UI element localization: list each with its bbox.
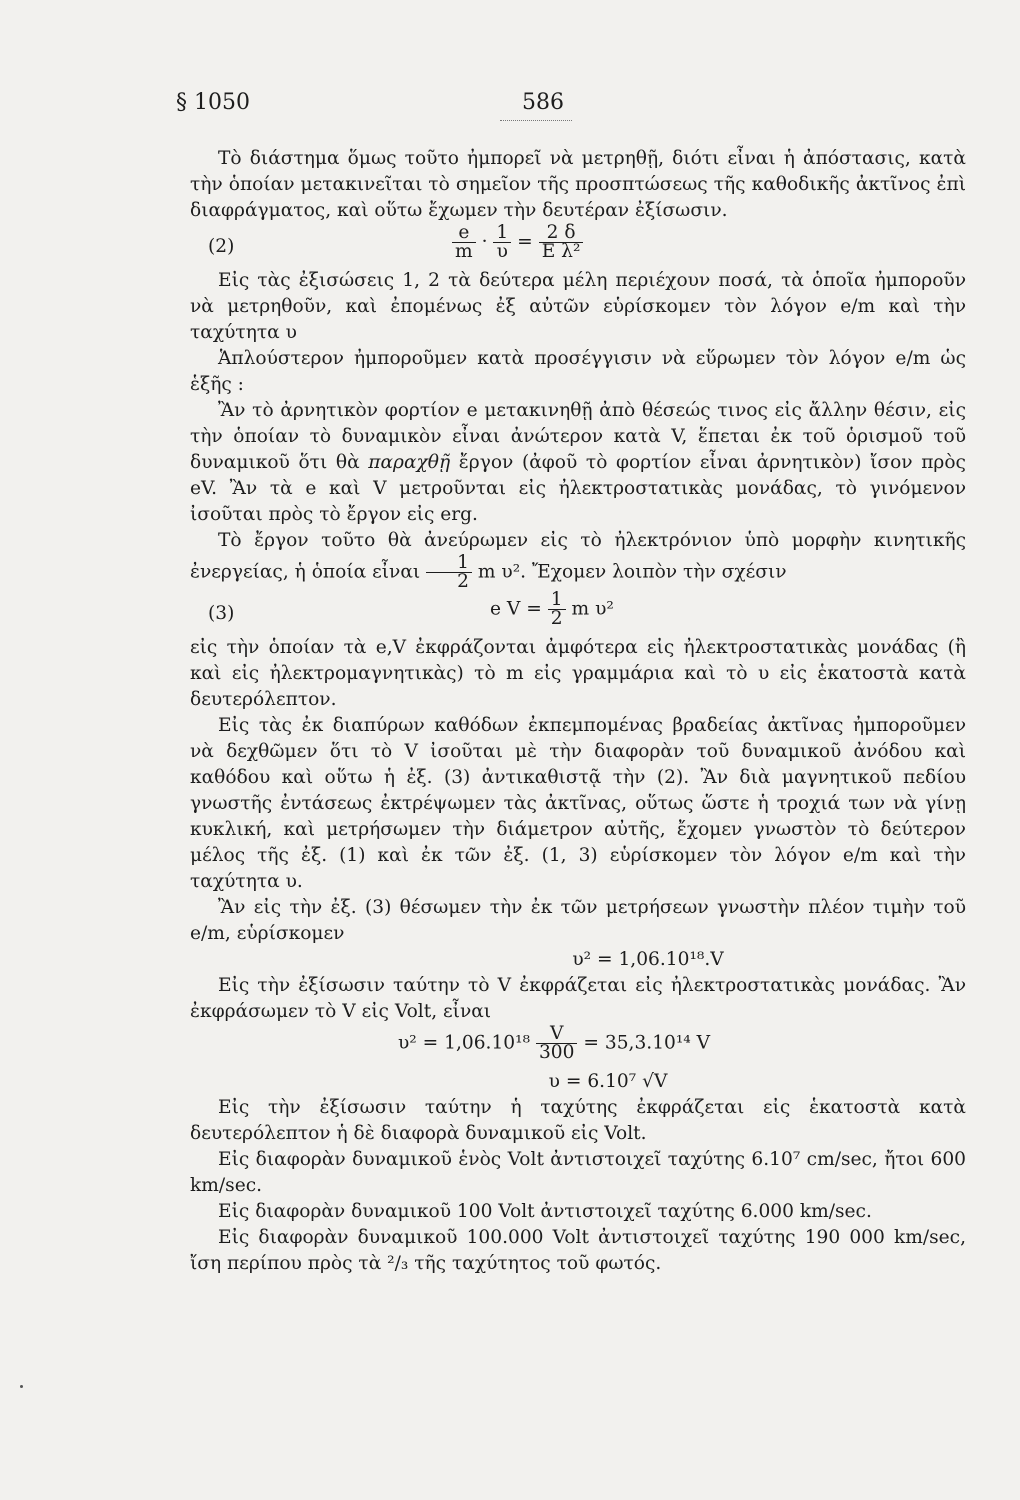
equation-2-fraction-rhs	[539, 224, 584, 261]
equation-5-left: υ² = 1,06.10¹⁸	[398, 1032, 531, 1054]
body-text	[190, 146, 966, 1277]
equation-3-label: (3)	[208, 603, 235, 624]
paragraph-6: εἰς τὴν ὁποίαν τὰ e,V ἐκφράζονται ἀμφότερα εἰς ἠλεκτροστατικὰς μονάδας (ἢ καὶ εἰς ἠλεκτρομαγνητικὰς) τὸ m εἰς γραμμάρια καὶ τὸ υ εἰς ἑκατοστὰ κατὰ δευτερόλεπτον.	[190, 637, 966, 710]
fraction-numerator: e	[452, 224, 476, 243]
multiply-dot: ·	[481, 231, 488, 253]
equation-4: υ² = 1,06.10¹⁸.V	[572, 949, 724, 970]
paragraph-1: Τὸ διάστημα ὅμως τοῦτο ἠμπορεῖ νὰ μετρηθῇ, διότι εἶναι ἡ ἀπόστασις, κατὰ τὴν ὁποίαν μετακινεῖται τὸ σημεῖον τῆς προσπτώσεως τῆς καθοδικῆς ἀκτῖνος ἐπὶ διαφράγματος, καὶ οὕτω ἔχωμεν τὴν δευτέραν ἐξίσωσιν.	[190, 148, 966, 221]
paragraph-5	[190, 528, 966, 591]
fraction-denominator: υ	[496, 241, 508, 262]
paragraph-5-part-a: Τὸ ἔργον τοῦτο θὰ ἀνεύρωμεν εἰς τὸ ἠλεκτρόνιον ὑπὸ μορφὴν κινητικῆς ἐνεργείας, ἡ ὁποία εἶναι	[190, 530, 966, 583]
fraction-numerator: 1	[548, 591, 566, 610]
equation-5	[190, 1025, 966, 1069]
fraction-denominator: 2	[457, 571, 469, 592]
paragraph-10: Εἰς τὴν ἐξίσωσιν ταύτην ἡ ταχύτης ἐκφράζεται εἰς ἑκατοστὰ κατὰ δευτερόλεπτον ἡ δὲ διαφορὰ δυναμικοῦ εἰς Volt.	[190, 1097, 966, 1144]
fraction-denominator: E λ²	[541, 241, 581, 262]
paragraph-13: Εἰς διαφορὰν δυναμικοῦ 100.000 Volt ἀντιστοιχεῖ ταχύτης 190 000 km/sec, ἴση περίπου πρὸς τὰ ²/₃ τῆς ταχύτητος τοῦ φωτός.	[190, 1227, 966, 1274]
paragraph-4-part-b: ἔργον (ἀφοῦ τὸ φορτίον εἶναι ἀρνητικὸν) ἴσον πρὸς eV. Ἂν τὰ e καὶ V μετροῦνται εἰς ἠλεκτροστατικὰς μονάδας, τὸ γινόμενον ἰσοῦται πρὸς τὸ ἔργον εἰς erg.	[190, 452, 966, 525]
equation-5-right: = 35,3.10¹⁴ V	[583, 1032, 711, 1054]
equation-2-fraction-1-v	[493, 224, 511, 261]
page-header	[176, 90, 964, 130]
paragraph-11: Εἰς διαφορὰν δυναμικοῦ ἑνὸς Volt ἀντιστοιχεῖ ταχύτης 6.10⁷ cm/sec, ἤτοι 600 km/sec.	[190, 1149, 966, 1196]
fraction-denominator: m	[455, 241, 473, 262]
paragraph-7: Εἰς τὰς ἐκ διαπύρων καθόδων ἐκπεμπομένας βραδείας ἀκτῖνας ἠμποροῦμεν νὰ δεχθῶμεν ὅτι τὸ V ἰσοῦται μὲ τὴν διαφορὰν τοῦ δυναμικοῦ ἀνόδου καὶ καθόδου καὶ οὕτω ἡ ἐξ. (3) ἀντικαθιστᾷ τὴν (2). Ἂν διὰ μαγνητικοῦ πεδίου γνωστῆς ἐντάσεως ἐκτρέψωμεν τὰς ἀκτῖνας, οὕτως ὥστε ἡ τροχιά των νὰ γίνῃ κυκλική, καὶ μετρήσωμεν τὴν διάμετρον αὐτῆς, ἔχομεν γνωστὸν τὸ δεύτερον μέλος τῆς ἐξ. (1) καὶ ἐκ τῶν ἐξ. (1, 3) εὑρίσκομεν τὸν λόγον e/m καὶ τὴν ταχύτητα υ.	[190, 715, 966, 892]
equals-sign: =	[517, 231, 533, 253]
equation-3	[190, 591, 966, 635]
equation-2	[190, 224, 966, 268]
paragraph-4-emphasis: παραχθῇ	[368, 452, 451, 473]
equation-3-left: e V =	[490, 598, 542, 620]
paragraph-8: Ἂν εἰς τὴν ἐξ. (3) θέσωμεν τὴν ἐκ τῶν μετρήσεων γνωστὴν πλέον τιμὴν τοῦ e/m, εὑρίσκομεν	[190, 897, 966, 944]
paragraph-2: Εἰς τὰς ἐξισώσεις 1, 2 τὰ δεύτερα μέλη περιέχουν ποσά, τὰ ὁποῖα ἠμποροῦν νὰ μετρηθοῦν, καὶ ἐπομένως ἐξ αὐτῶν εὑρίσκομεν τὸν λόγον e/m καὶ τὴν ταχύτητα υ	[190, 270, 966, 343]
equation-2-body	[452, 224, 583, 261]
paragraph-5-fraction	[426, 554, 472, 591]
equation-3-fraction	[548, 591, 566, 628]
fraction-numerator: 2 δ	[539, 224, 584, 243]
fraction-numerator: 1	[426, 554, 472, 573]
paragraph-5-part-b: m υ². Ἔχομεν λοιπὸν τὴν σχέσιν	[477, 561, 787, 583]
paragraph-9: Εἰς τὴν ἐξίσωσιν ταύτην τὸ V ἐκφράζεται εἰς ἠλεκτροστατικὰς μονάδας. Ἂν ἐκφράσωμεν τὸ V εἰς Volt, εἶναι	[190, 975, 966, 1022]
margin-mark	[20, 1385, 23, 1388]
fraction-numerator: 1	[493, 224, 511, 243]
equation-5-body	[398, 1025, 710, 1062]
equation-3-body	[490, 591, 614, 628]
fraction-denominator: 2	[550, 608, 563, 629]
paragraph-12: Εἰς διαφορὰν δυναμικοῦ 100 Volt ἀντιστοιχεῖ ταχύτης 6.000 km/sec.	[218, 1201, 872, 1222]
section-number: § 1050	[176, 90, 250, 115]
paragraph-3: Ἁπλούστερον ἠμποροῦμεν κατὰ προσέγγισιν νὰ εὕρωμεν τὸν λόγον e/m ὡς ἑξῆς :	[190, 348, 966, 395]
equation-2-label: (2)	[208, 236, 235, 257]
equation-3-right: m υ²	[571, 598, 614, 620]
page-number-rule	[500, 120, 572, 121]
equation-6: υ = 6.10⁷ √V	[548, 1071, 668, 1092]
paragraph-4-part-a: Ἂν τὸ ἀρνητικὸν φορτίον e μετακινηθῇ ἀπὸ θέσεώς τινος εἰς ἄλλην θέσιν, εἰς τὴν ὁποίαν τὸ δυναμικὸν εἶναι ἀνώτερον κατὰ V, ἕπεται ἐκ τοῦ ὁρισμοῦ τοῦ δυναμικοῦ ὅτι θὰ	[190, 400, 966, 473]
equation-2-fraction-e-m	[452, 224, 476, 261]
fraction-numerator: V	[536, 1025, 578, 1044]
page-number: 586	[522, 90, 564, 115]
fraction-denominator: 300	[538, 1042, 575, 1063]
paragraph-4	[190, 398, 966, 528]
equation-5-fraction	[536, 1025, 578, 1062]
